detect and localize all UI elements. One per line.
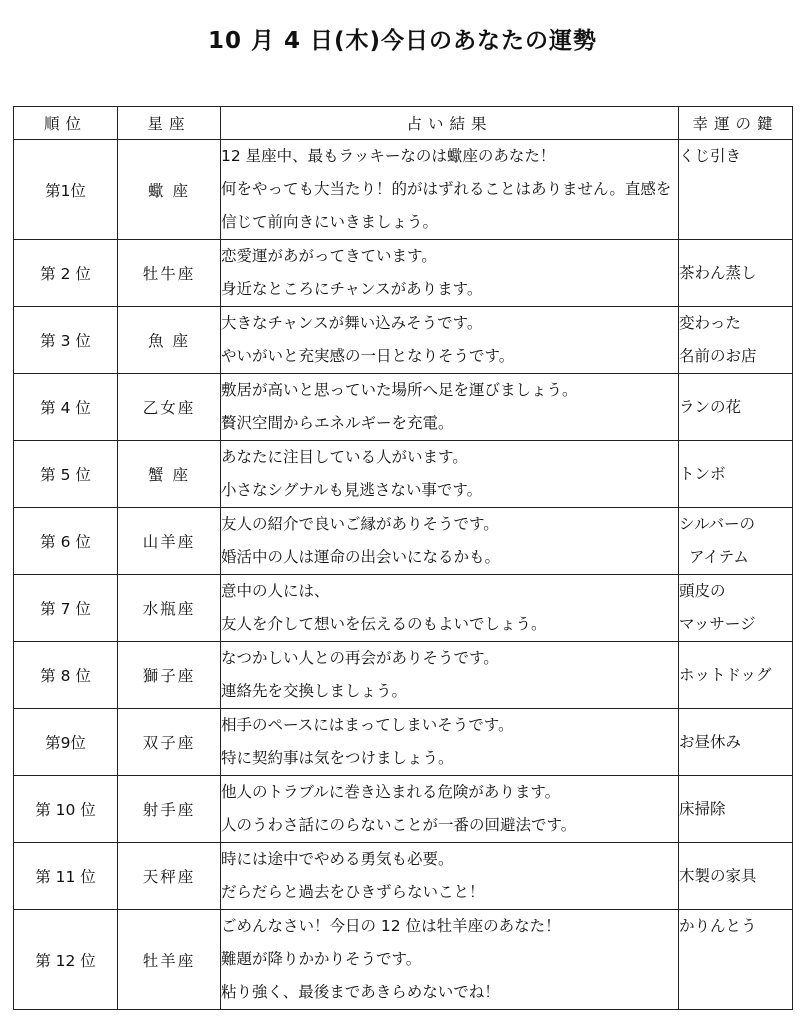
key-cell: [679, 508, 793, 575]
result-cell: [221, 709, 679, 776]
result-line: 粘り強く、最後まであきらめないでね！: [221, 983, 500, 1001]
rank-cell: 第 3 位: [14, 307, 118, 374]
sign-cell: 牡牛座: [118, 240, 221, 307]
rank-cell: 第 6 位: [14, 508, 118, 575]
key-cell: [679, 709, 793, 776]
table-row: [14, 441, 793, 508]
key-line: くじ引き: [679, 147, 742, 165]
key-line: 名前のお店: [679, 347, 757, 365]
key-cell: [679, 843, 793, 910]
result-line: だらだらと過去をひきずらないこと！: [221, 883, 485, 901]
sign-cell: 魚 座: [118, 307, 221, 374]
result-cell: [221, 642, 679, 709]
table-row: [14, 642, 793, 709]
header-sign: 星座: [118, 107, 221, 140]
result-line: なつかしい人との再会がありそうです。: [221, 649, 499, 667]
result-line: 友人の紹介で良いご縁がありそうです。: [221, 515, 499, 533]
result-line: 特に契約事は気をつけましょう。: [221, 749, 454, 767]
table-row: [14, 776, 793, 843]
rank-cell: 第 5 位: [14, 441, 118, 508]
result-line: 時には途中でやめる勇気も必要。: [221, 850, 454, 868]
key-cell: [679, 776, 793, 843]
key-cell: [679, 140, 793, 240]
key-line: お昼休み: [679, 732, 742, 751]
rank-cell: 第1位: [14, 140, 118, 240]
key-cell: [679, 910, 793, 1010]
table-row: [14, 240, 793, 307]
key-line: かりんとう: [679, 917, 757, 935]
key-line: アイテム: [689, 548, 749, 566]
result-line: あなたに注目している人がいます。: [221, 448, 468, 466]
result-cell: [221, 307, 679, 374]
result-line: 連絡先を交換しましょう。: [221, 682, 408, 700]
key-cell: [679, 575, 793, 642]
key-line: 床掃除: [679, 799, 726, 818]
rank-cell: 第 8 位: [14, 642, 118, 709]
page-title: 10 月 4 日(木)今日のあなたの運勢: [207, 28, 598, 54]
result-line: 贅沢空間からエネルギーを充電。: [221, 414, 454, 432]
sign-cell: 双子座: [118, 709, 221, 776]
result-cell: [221, 575, 679, 642]
rank-cell: 第 2 位: [14, 240, 118, 307]
sign-cell: 蟹 座: [118, 441, 221, 508]
result-line: 意中の人には、: [221, 582, 330, 600]
result-line: 友人を介して想いを伝えるのもよいでしょう。: [221, 615, 547, 633]
key-cell: [679, 374, 793, 441]
sign-cell: 乙女座: [118, 374, 221, 441]
table-row: [14, 910, 793, 1010]
result-line: 12 星座中、最もラッキーなのは蠍座のあなた！: [221, 147, 556, 165]
result-line: 敷居が高いと思っていた場所へ足を運びましょう。: [221, 381, 578, 399]
result-line: 相手のペースにはまってしまいそうです。: [221, 716, 514, 734]
table-row: [14, 307, 793, 374]
result-cell: [221, 240, 679, 307]
result-cell: [221, 441, 679, 508]
rank-cell: 第 4 位: [14, 374, 118, 441]
result-line: 人のうわさ話にのらないことが一番の回避法です。: [221, 816, 577, 834]
key-cell: [679, 441, 793, 508]
header-result: 占い結果: [221, 107, 679, 140]
sign-cell: 獅子座: [118, 642, 221, 709]
key-line: マッサージ: [679, 615, 756, 633]
key-line: 変わった: [679, 314, 741, 332]
sign-cell: 山羊座: [118, 508, 221, 575]
rank-cell: 第 11 位: [14, 843, 118, 910]
sign-cell: 牡羊座: [118, 910, 221, 1010]
table-row: [14, 140, 793, 240]
rank-cell: 第9位: [14, 709, 118, 776]
table-row: [14, 843, 793, 910]
rank-cell: 第 7 位: [14, 575, 118, 642]
key-line: ランの花: [679, 397, 742, 416]
fortune-table: [13, 106, 793, 1010]
result-line: 小さなシグナルも見逃さない事です。: [221, 481, 483, 499]
rank-cell: 第 10 位: [14, 776, 118, 843]
sign-cell: 水瓶座: [118, 575, 221, 642]
result-line: 難題が降りかかりそうです。: [221, 950, 422, 968]
result-line: やいがいと充実感の一日となりそうです。: [221, 347, 515, 365]
header-key: 幸運の鍵: [679, 107, 793, 140]
result-cell: [221, 776, 679, 843]
table-row: [14, 508, 793, 575]
result-line: 何をやっても大当たり！的がはずれることはありません。直感を信じて前向きにいきましょう。: [221, 180, 672, 231]
key-line: シルバーの: [679, 515, 756, 533]
result-cell: [221, 910, 679, 1010]
rank-cell: 第 12 位: [14, 910, 118, 1010]
result-line: 身近なところにチャンスがあります。: [221, 280, 483, 298]
result-line: 恋愛運があがってきています。: [221, 247, 437, 265]
table-header-row: [14, 107, 793, 140]
result-cell: [221, 508, 679, 575]
key-line: 茶わん蒸し: [679, 263, 757, 282]
result-cell: [221, 374, 679, 441]
header-rank: 順位: [14, 107, 118, 140]
key-cell: [679, 307, 793, 374]
key-line: トンボ: [679, 464, 726, 483]
table-row: [14, 374, 793, 441]
key-line: ホットドッグ: [679, 665, 772, 684]
key-cell: [679, 240, 793, 307]
key-line: 木製の家具: [679, 866, 757, 885]
table-row: [14, 575, 793, 642]
result-line: 他人のトラブルに巻き込まれる危険があります。: [221, 783, 561, 801]
sign-cell: 天秤座: [118, 843, 221, 910]
key-line: 頭皮の: [679, 582, 726, 600]
result-line: ごめんなさい！今日の 12 位は牡羊座のあなた！: [221, 917, 561, 935]
result-cell: [221, 843, 679, 910]
result-line: 大きなチャンスが舞い込みそうです。: [221, 314, 483, 332]
key-cell: [679, 642, 793, 709]
result-line: 婚活中の人は運命の出会いになるかも。: [221, 548, 501, 566]
sign-cell: 蠍 座: [118, 140, 221, 240]
sign-cell: 射手座: [118, 776, 221, 843]
result-cell: [221, 140, 679, 240]
table-row: [14, 709, 793, 776]
